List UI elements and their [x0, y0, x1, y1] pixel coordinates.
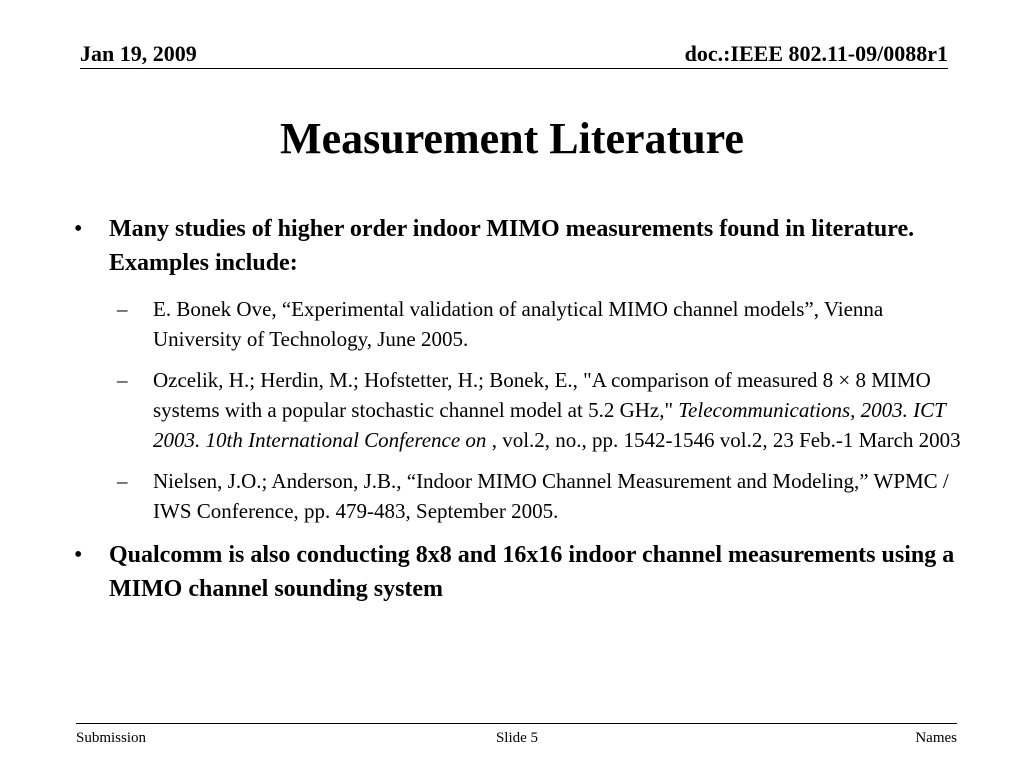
bullet-mark: •: [74, 542, 83, 568]
reference-details: , vol.2, no., pp. 1542-1546 vol.2, 23 Feb.-1 March 2003: [486, 428, 961, 452]
reference-text: Ozcelik, H.; Herdin, M.; Hofstetter, H.; Bonek, E., "A comparison of measured 8 × 8 MIMO systems with a popular stochastic channel model at 5.2 GHz,": [153, 368, 931, 422]
bullet-text: Many studies of higher order indoor MIMO measurements found in literature. Examples include:: [109, 216, 915, 276]
reference-nielsen: [117, 466, 964, 526]
reference-bonek: [117, 294, 964, 354]
footer-divider: [76, 723, 957, 724]
reference-text: Nielsen, J.O.; Anderson, J.B., “Indoor MIMO Channel Measurement and Modeling,” WPMC / IWS Conference, pp. 479-483, September 2005.: [153, 469, 949, 523]
footer-slide-number: Slide 5: [495, 730, 539, 746]
dash-mark: –: [117, 469, 128, 493]
reference-ozcelik: [117, 365, 964, 455]
bullet-mark: •: [74, 216, 83, 242]
dash-mark: –: [117, 368, 128, 392]
header-divider: [80, 68, 948, 69]
slide-title: Measurement Literature: [280, 114, 744, 163]
reference-list: [72, 294, 964, 526]
bullet-studies: [72, 212, 964, 280]
bullet-qualcomm: [72, 538, 964, 606]
reference-venue: Telecommunications, 2003. ICT 2003. 10th International Conference on: [153, 398, 946, 452]
dash-mark: –: [117, 297, 128, 321]
reference-text: E. Bonek Ove, “Experimental validation of analytical MIMO channel models”, Vienna University of Technology, June 2005.: [153, 297, 884, 351]
header-date: Jan 19, 2009: [80, 41, 197, 66]
footer-names: Names: [915, 730, 957, 746]
header-doc-id: doc.:IEEE 802.11-09/0088r1: [684, 41, 948, 66]
slide-body: [72, 212, 964, 606]
bullet-text: Qualcomm is also conducting 8x8 and 16x16 indoor channel measurements using a MIMO channel sounding system: [109, 542, 955, 602]
footer-submission: Submission: [76, 730, 147, 746]
